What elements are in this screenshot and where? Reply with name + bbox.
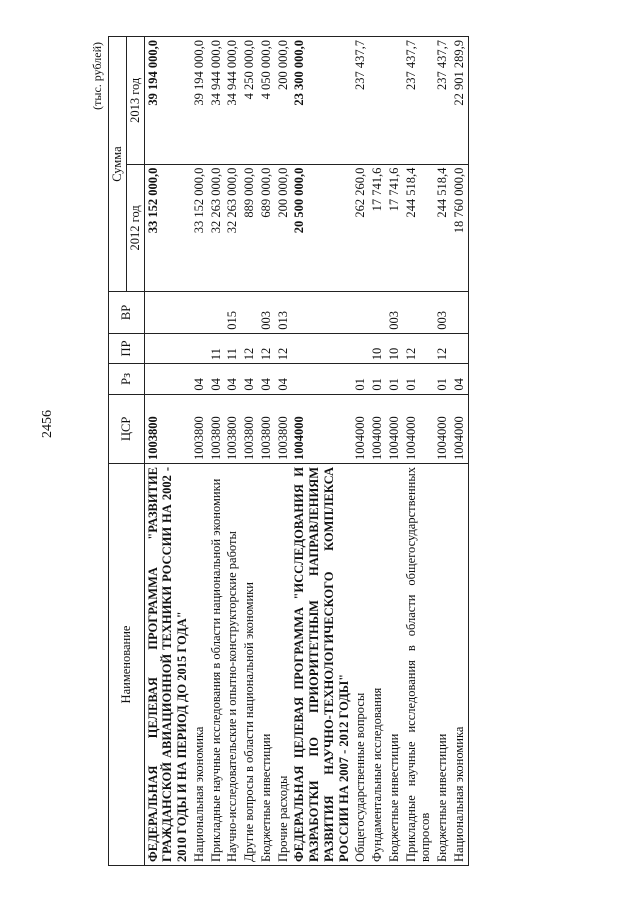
row-name: Другие вопросы в области национальной экономики (241, 463, 258, 865)
row-name: Бюджетные инвестиции (258, 463, 275, 865)
row-2012: 17 741,6 (386, 164, 403, 292)
row-2013 (386, 37, 403, 165)
header-csr: ЦСР (109, 394, 145, 463)
row-2013: 237 437,7 (403, 37, 435, 165)
row-csr: 1003800 (224, 394, 241, 463)
row-csr: 1004000 (291, 394, 352, 463)
row-vr (291, 292, 352, 334)
row-vr (208, 292, 225, 334)
row-2013: 4 250 000,0 (241, 37, 258, 165)
row-2013: 200 000,0 (275, 37, 292, 165)
row-rz: 04 (208, 364, 225, 394)
row-2013: 4 050 000,0 (258, 37, 275, 165)
row-vr: 003 (386, 292, 403, 334)
row-vr (241, 292, 258, 334)
row-name: Бюджетные инвестиции (434, 463, 451, 865)
row-rz: 04 (258, 364, 275, 394)
row-name: ФЕДЕРАЛЬНАЯ ЦЕЛЕВАЯ ПРОГРАММА "ИССЛЕДОВАНИЯ И РАЗРАБОТКИ ПО ПРИОРИТЕТНЫМ НАПРАВЛЕНИЯМ РАЗВИТИЯ НАУЧНО-ТЕХНОЛОГИЧЕСКОГО КОМПЛЕКСА РОССИИ НА 2007 - 2012 ГОДЫ" (291, 463, 352, 865)
table-row (224, 37, 241, 866)
row-rz: 04 (451, 364, 468, 394)
table-row (144, 37, 191, 866)
row-pr: 12 (403, 333, 435, 363)
table-row (275, 37, 292, 866)
row-2012: 32 263 000,0 (224, 164, 241, 292)
row-rz: 04 (191, 364, 208, 394)
row-2013: 34 944 000,0 (208, 37, 225, 165)
row-pr: 10 (369, 333, 386, 363)
row-2013: 23 300 000,0 (291, 37, 352, 165)
table-row (451, 37, 468, 866)
row-name: Научно-исследовательские и опытно-конструкторские работы (224, 463, 241, 865)
header-2013: 2013 год (126, 37, 144, 165)
row-rz (144, 364, 191, 394)
row-vr: 003 (258, 292, 275, 334)
row-pr (291, 333, 352, 363)
table-row (352, 37, 369, 866)
header-vr: ВР (109, 292, 145, 334)
row-2012: 33 152 000,0 (144, 164, 191, 292)
row-rz: 01 (434, 364, 451, 394)
rotated-content (86, 36, 576, 866)
row-pr: 12 (275, 333, 292, 363)
row-2012: 18 760 000,0 (451, 164, 468, 292)
row-pr (191, 333, 208, 363)
row-csr: 1003800 (241, 394, 258, 463)
header-row (109, 37, 127, 866)
row-2013: 39 194 000,0 (191, 37, 208, 165)
row-vr: 015 (224, 292, 241, 334)
budget-table (108, 36, 469, 866)
row-name: Бюджетные инвестиции (386, 463, 403, 865)
row-vr (144, 292, 191, 334)
row-rz: 01 (403, 364, 435, 394)
table-row (291, 37, 352, 866)
units-label: (тыс. рублей) (90, 42, 104, 110)
row-pr (451, 333, 468, 363)
row-rz (291, 364, 352, 394)
row-rz: 04 (241, 364, 258, 394)
row-vr (369, 292, 386, 334)
row-csr: 1004000 (386, 394, 403, 463)
row-2013: 237 437,7 (434, 37, 451, 165)
table-row (403, 37, 435, 866)
row-name: Прикладные научные исследования в области национальной экономики (208, 463, 225, 865)
row-csr: 1004000 (369, 394, 386, 463)
row-csr: 1003800 (144, 394, 191, 463)
row-2012: 20 500 000,0 (291, 164, 352, 292)
header-pr: ПР (109, 333, 145, 363)
row-2013: 22 901 289,9 (451, 37, 468, 165)
table-row (241, 37, 258, 866)
row-csr: 1003800 (275, 394, 292, 463)
row-rz: 01 (386, 364, 403, 394)
row-name: Общегосударственные вопросы (352, 463, 369, 865)
row-name: ФЕДЕРАЛЬНАЯ ЦЕЛЕВАЯ ПРОГРАММА "РАЗВИТИЕ ГРАЖДАНСКОЙ АВИАЦИОННОЙ ТЕХНИКИ РОССИИ НА 2002 - 2010 ГОДЫ И НА ПЕРИОД ДО 2015 ГОДА" (144, 463, 191, 865)
row-2013 (369, 37, 386, 165)
table-row (208, 37, 225, 866)
row-2013: 237 437,7 (352, 37, 369, 165)
row-2012: 689 000,0 (258, 164, 275, 292)
row-2012: 262 260,0 (352, 164, 369, 292)
page-number: 2456 (40, 410, 55, 438)
row-pr: 12 (241, 333, 258, 363)
table-row (434, 37, 451, 866)
row-rz: 01 (369, 364, 386, 394)
table-row (258, 37, 275, 866)
row-2012: 244 518,4 (403, 164, 435, 292)
row-2012: 33 152 000,0 (191, 164, 208, 292)
row-pr: 12 (258, 333, 275, 363)
row-vr: 013 (275, 292, 292, 334)
row-csr: 1004000 (434, 394, 451, 463)
header-rz: Рз (109, 364, 145, 394)
row-pr: 10 (386, 333, 403, 363)
header-sum: Сумма (109, 37, 127, 292)
table-row (386, 37, 403, 866)
row-vr (352, 292, 369, 334)
row-csr: 1004000 (352, 394, 369, 463)
row-2013: 39 194 000,0 (144, 37, 191, 165)
row-2012: 200 000,0 (275, 164, 292, 292)
row-name: Национальная экономика (191, 463, 208, 865)
header-name: Наименование (109, 463, 145, 865)
row-vr: 003 (434, 292, 451, 334)
row-csr: 1003800 (258, 394, 275, 463)
row-rz: 04 (275, 364, 292, 394)
row-name: Фундаментальные исследования (369, 463, 386, 865)
row-2013: 34 944 000,0 (224, 37, 241, 165)
row-2012: 889 000,0 (241, 164, 258, 292)
header-2012: 2012 год (126, 164, 144, 292)
row-name: Национальная экономика (451, 463, 468, 865)
row-rz: 04 (224, 364, 241, 394)
row-csr: 1004000 (403, 394, 435, 463)
row-pr (144, 333, 191, 363)
row-name: Прикладные научные исследования в области общегосударственных вопросов (403, 463, 435, 865)
row-vr (191, 292, 208, 334)
table-row (369, 37, 386, 866)
row-rz: 01 (352, 364, 369, 394)
row-name: Прочие расходы (275, 463, 292, 865)
table-row (191, 37, 208, 866)
row-csr: 1004000 (451, 394, 468, 463)
row-2012: 17 741,6 (369, 164, 386, 292)
row-vr (403, 292, 435, 334)
row-pr: 11 (208, 333, 225, 363)
row-csr: 1003800 (208, 394, 225, 463)
row-2012: 244 518,4 (434, 164, 451, 292)
row-vr (451, 292, 468, 334)
row-csr: 1003800 (191, 394, 208, 463)
table-body (144, 37, 468, 866)
row-pr: 12 (434, 333, 451, 363)
row-pr: 11 (224, 333, 241, 363)
row-2012: 32 263 000,0 (208, 164, 225, 292)
row-pr (352, 333, 369, 363)
